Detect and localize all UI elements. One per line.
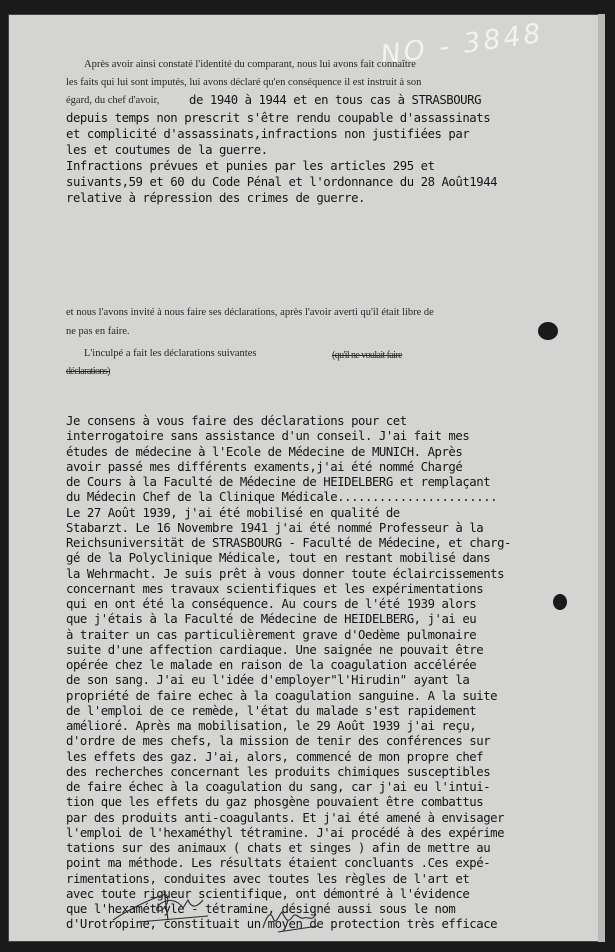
declaration-line-31: rimentations, conduites avec toutes les règles de l'art et [66, 871, 470, 886]
declaration-line-4: avoir passé mes différents examents,j'ai été nommé Chargé [66, 459, 463, 474]
charge-line-3: et complicité d'assassinats,infractions non justifiées par [66, 127, 470, 141]
form-struck-text-2: déclarations) [66, 366, 110, 377]
form-header-line-3: égard, du chef d'avoir, [66, 95, 160, 106]
declaration-line-18: de son sang. J'ai eu l'idée d'employer"l'Hirudin" ayant la [66, 673, 470, 688]
declaration-line-16: suite d'une affection cardiaque. Une saignée ne pouvait être [66, 642, 484, 657]
declaration-line-21: amélioré. Après ma mobilisation, le 29 Août 1939 j'ai reçu, [66, 719, 477, 733]
declaration-line-6: du Médecin Chef de la Clinique Médicale....................... [66, 490, 498, 505]
form-middle-line-2: ne pas en faire. [66, 326, 130, 337]
declaration-line-8: Stabarzt. Le 16 Novembre 1941 j'ai été nommé Professeur à la [66, 520, 484, 535]
declaration-line-23: les effets des gaz. J'ai, alors, commencé de mon propre chef [66, 749, 484, 764]
declaration-line-11: la Wehrmacht. Je suis prêt à vous donner toute éclaircissements [66, 566, 505, 581]
declaration-line-14: que j'étais à la Faculté de Médecine de HEIDELBERG, j'ai eu [66, 612, 477, 627]
charge-line-1: de 1940 à 1944 et en tous cas à STRASBOURG [189, 93, 482, 107]
declaration-line-3: études de médecine à l'Ecole de Médecine de MUNICH. Après [66, 444, 463, 459]
form-header-line-1: Après avoir ainsi constaté l'identité du comparant, nous lui avons fait connaître [84, 59, 416, 70]
declaration-line-24: des recherches concernant les produits chimiques susceptibles [66, 764, 491, 779]
declaration-line-12: concernant mes travaux scientifiques et les expérimentations [66, 581, 484, 596]
signature-left [108, 880, 218, 930]
charge-line-2: depuis temps non prescrit s'être rendu coupable d'assassinats [66, 111, 491, 125]
declaration-line-2: interrogatoire sans assistance d'un conseil. J'ai fait mes [66, 429, 470, 444]
declaration-line-10: gé de la Polyclinique Médicale, tout en restant mobilisé dans [66, 551, 491, 566]
declaration-line-15: à traiter un cas particulièrement grave d'Oedème pulmonaire [66, 627, 477, 642]
charge-line-7: relative à répression des crimes de guerre. [66, 191, 365, 205]
document-number-stamp: NO - 3848 [378, 17, 546, 72]
charge-line-5: Infractions prévues et punies par les articles 295 et [66, 159, 435, 173]
declaration-line-22: d'ordre de mes chefs, la mission de tenir des conférences sur [66, 734, 491, 749]
declaration-line-33: que l'hexaméthyle - tétramine, désigné aussi sous le nom [66, 902, 456, 916]
declaration-line-27: par des produits anti-coagulants. Et j'ai été amené à envisager [66, 810, 505, 825]
declaration-line-19: propriété de faire echec à la coagulation sanguine. A la suite [66, 688, 498, 703]
declaration-line-1: Je consens à vous faire des déclarations pour cet [66, 414, 407, 428]
charge-line-6: suivants,59 et 60 du Code Pénal et l'ordonnance du 28 Août1944 [66, 175, 498, 189]
ink-blot-top [538, 322, 558, 340]
declaration-line-13: qui en ont été la conséquence. Au cours de l'été 1939 alors [66, 597, 477, 611]
form-middle-line-3: L'inculpé a fait les déclarations suivantes [84, 348, 257, 359]
form-header-line-2: les faits qui lui sont imputés, lui avons déclaré qu'en conséquence il est instruit à son [66, 77, 422, 88]
declaration-line-30: point ma méthode. Les résultats étaient concluants .Ces expé- [66, 856, 491, 871]
document-page [8, 14, 605, 942]
signature-right [258, 898, 328, 938]
declaration-line-28: l'emploi de l'hexaméthyl tétramine. J'ai procédé à des expérime [66, 825, 505, 840]
declaration-line-5: de Cours à la Faculté de Médecine de HEIDELBERG et remplaçant [66, 475, 491, 489]
declaration-line-9: Reichsuniversität de STRASBOURG - Faculté de Médecine, et charg- [66, 536, 512, 550]
declaration-line-34: d'Urotropine, constituait un moyen de protection très efficace [66, 917, 498, 932]
declaration-line-7: Le 27 Août 1939, j'ai été mobilisé en qualité de [66, 505, 400, 520]
charge-line-4: les et coutumes de la guerre. [66, 143, 268, 157]
declaration-line-32: avec toute rigueur scientifique, ont démontré à l'évidence [66, 886, 470, 901]
declaration-line-25: de faire échec à la coagulation du sang, car j'ai eu l'intui- [66, 780, 491, 794]
form-struck-text-1: (qu'il ne voulait faire [332, 350, 402, 361]
declaration-line-26: tion que les effets du gaz phosgène pouvaient être combattus [66, 795, 484, 810]
declaration-line-17: opérée chez le malade en raison de la coagulation accélérée [66, 658, 477, 672]
declaration-line-20: de l'emploi de ce remède, l'état du malade s'est rapidement [66, 703, 477, 718]
page-edge-shadow [598, 14, 605, 942]
ink-blot-middle [553, 594, 567, 610]
declaration-line-29: tations sur des animaux ( chats et singes ) afin de mettre au [66, 841, 491, 855]
form-middle-line-1: et nous l'avons invité à nous faire ses déclarations, après l'avoir averti qu'il était libre de [66, 307, 434, 318]
